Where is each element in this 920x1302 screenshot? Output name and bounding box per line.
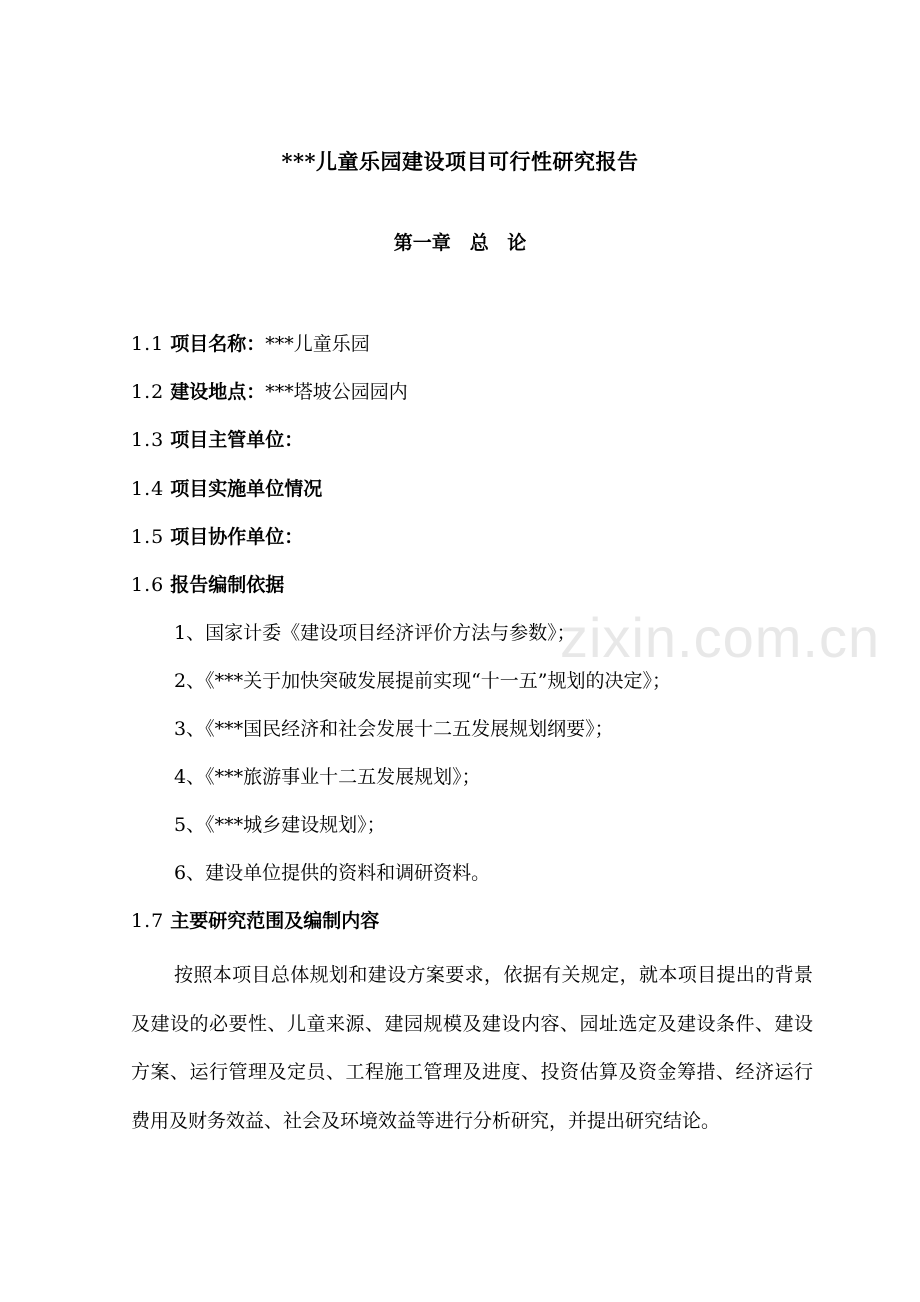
section-1-7 — [131, 912, 379, 931]
section-number: 1.2 — [131, 381, 165, 403]
scope-paragraph: 按照本项目总体规划和建设方案要求，依据有关规定，就本项目提出的背景及建设的必要性、儿童来源、建园规模及建设内容、园址选定及建设条件、建设方案、运行管理及定员、工程施工管理及进度、投资估算及资金筹措、经济运行费用及财务效益、社会及环境效益等进行分析研究，并提出研究结论。 — [131, 964, 813, 1132]
watermark: zixin.com.cn — [560, 606, 881, 669]
section-number: 1.5 — [131, 526, 165, 548]
section-1-4 — [131, 480, 322, 499]
section-number: 1.4 — [131, 478, 165, 500]
basis-item: 5、《***城乡建设规划》； — [174, 814, 386, 836]
section-1-5 — [131, 528, 303, 547]
section-1-3 — [131, 431, 303, 450]
section-label: 建设地点： — [170, 381, 266, 403]
section-number: 1.1 — [131, 333, 165, 355]
section-number: 1.3 — [131, 429, 165, 451]
section-1-1 — [131, 335, 370, 354]
section-1-6 — [131, 576, 284, 595]
section-label: 项目协作单位： — [170, 526, 304, 548]
section-1-2 — [131, 383, 408, 402]
chapter-title: 第一章 总 论 — [393, 232, 527, 254]
section-value: ***儿童乐园 — [265, 333, 370, 355]
section-number: 1.6 — [131, 574, 165, 596]
basis-item: 2、《***关于加快突破发展提前实现“十一五”规划的决定》； — [174, 670, 672, 692]
basis-item: 3、《***国民经济和社会发展十二五发展规划纲要》； — [174, 718, 614, 740]
basis-item: 1、国家计委《建设项目经济评价方法与参数》； — [174, 622, 576, 644]
section-label: 项目实施单位情况 — [170, 478, 323, 500]
section-number: 1.7 — [131, 910, 165, 932]
section-label: 项目名称： — [170, 333, 266, 355]
basis-item: 4、《***旅游事业十二五发展规划》； — [174, 766, 481, 788]
section-label: 主要研究范围及编制内容 — [170, 910, 380, 932]
basis-item: 6、建设单位提供的资料和调研资料。 — [174, 862, 491, 884]
section-label: 报告编制依据 — [170, 574, 285, 596]
section-value: ***塔坡公园园内 — [265, 381, 408, 403]
document-title: ***儿童乐园建设项目可行性研究报告 — [281, 149, 639, 174]
section-label: 项目主管单位： — [170, 429, 304, 451]
